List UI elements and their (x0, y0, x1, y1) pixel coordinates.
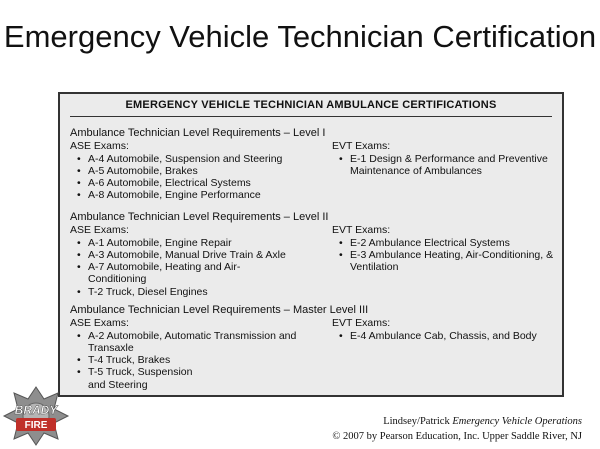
evt-exam-list (332, 153, 557, 178)
exam-text: A-4 Automobile, Suspension and Steering (88, 152, 283, 165)
citation-book-title: Emergency Vehicle Operations (452, 416, 582, 427)
exam-text: A-1 Automobile, Engine Repair (88, 236, 232, 249)
bullet-icon: • (339, 329, 343, 342)
level-title: Ambulance Technician Level Requirements – Level II (70, 211, 329, 223)
exam-item (70, 261, 288, 286)
certification-table (58, 92, 564, 397)
bullet-icon: • (77, 261, 81, 274)
exam-item (70, 354, 320, 366)
exam-item (70, 177, 320, 189)
exam-text: A-7 Automobile, Heating and Air-Conditioning (88, 261, 241, 286)
ase-exam-list (70, 330, 320, 391)
exam-text: A-3 Automobile, Manual Drive Train & Axle (88, 248, 286, 261)
brady-fire-logo (2, 385, 70, 447)
exam-text: T-5 Truck, Suspension and Steering (88, 366, 193, 391)
exam-text: A-6 Automobile, Electrical Systems (88, 177, 251, 190)
evt-exam-list (332, 330, 557, 342)
exam-text: A-5 Automobile, Brakes (88, 164, 198, 177)
exam-text: A-8 Automobile, Engine Performance (88, 189, 261, 202)
slide-title: Emergency Vehicle Technician Certification (3, 19, 597, 54)
exam-item (70, 286, 320, 298)
bullet-icon: • (77, 177, 81, 190)
source-citation-line-1 (262, 416, 582, 427)
evt-exam-list (332, 237, 557, 274)
ase-exams-column (70, 317, 320, 391)
exam-item (70, 165, 320, 177)
svg-text:FIRE: FIRE (24, 420, 48, 431)
exam-item (70, 153, 320, 165)
source-citation-line-2: © 2007 by Pearson Education, Inc. Upper Saddle River, NJ (332, 431, 582, 442)
bullet-icon: • (77, 189, 81, 202)
header-divider (70, 116, 552, 117)
bullet-icon: • (339, 236, 343, 249)
citation-authors: Lindsey/Patrick (383, 416, 453, 427)
level-2-section (70, 211, 554, 298)
level-3-section (70, 304, 554, 391)
exam-text: E-1 Design & Performance and Preventive Maintenance of Ambulances (350, 152, 548, 177)
bullet-icon: • (77, 164, 81, 177)
evt-exams-label: EVT Exams: (332, 317, 391, 329)
exam-item (332, 330, 557, 342)
level-1-section (70, 127, 554, 202)
table-header: EMERGENCY VEHICLE TECHNICIAN AMBULANCE CERTIFICATIONS (125, 99, 497, 111)
ase-exams-label: ASE Exams: (70, 224, 129, 236)
evt-exams-column (332, 317, 557, 342)
exam-text: E-4 Ambulance Cab, Chassis, and Body (350, 329, 537, 342)
bullet-icon: • (77, 236, 81, 249)
bullet-icon: • (77, 248, 81, 261)
exam-item (70, 189, 320, 201)
bullet-icon: • (77, 329, 81, 342)
svg-text:BRADY: BRADY (14, 403, 58, 417)
exam-item (70, 249, 320, 261)
exam-text: E-2 Ambulance Electrical Systems (350, 236, 510, 249)
exam-item (332, 153, 557, 178)
ase-exam-list (70, 237, 320, 298)
level-title: Ambulance Technician Level Requirements – Level I (70, 127, 326, 139)
ase-exams-column (70, 140, 320, 202)
bullet-icon: • (77, 354, 81, 367)
ase-exams-column (70, 224, 320, 298)
exam-item (70, 237, 320, 249)
evt-exams-label: EVT Exams: (332, 224, 391, 236)
bullet-icon: • (339, 248, 343, 261)
exam-item (332, 237, 557, 249)
bullet-icon: • (77, 152, 81, 165)
ase-exams-label: ASE Exams: (70, 140, 129, 152)
exam-text: T-4 Truck, Brakes (88, 354, 171, 367)
exam-text: T-2 Truck, Diesel Engines (88, 285, 208, 298)
bullet-icon: • (77, 285, 81, 298)
evt-exams-column (332, 224, 557, 273)
evt-exams-label: EVT Exams: (332, 140, 391, 152)
evt-exams-column (332, 140, 557, 177)
exam-item (332, 249, 557, 274)
exam-item (70, 366, 208, 391)
exam-text: E-3 Ambulance Heating, Air-Conditioning, & Ventilation (350, 248, 554, 274)
exam-text: A-2 Automobile, Automatic Transmission and Transaxle (88, 329, 297, 354)
ase-exams-label: ASE Exams: (70, 317, 129, 329)
exam-item (70, 330, 308, 355)
bullet-icon: • (77, 366, 81, 379)
level-title: Ambulance Technician Level Requirements – Master Level III (70, 304, 369, 316)
bullet-icon: • (339, 152, 343, 165)
ase-exam-list (70, 153, 320, 202)
